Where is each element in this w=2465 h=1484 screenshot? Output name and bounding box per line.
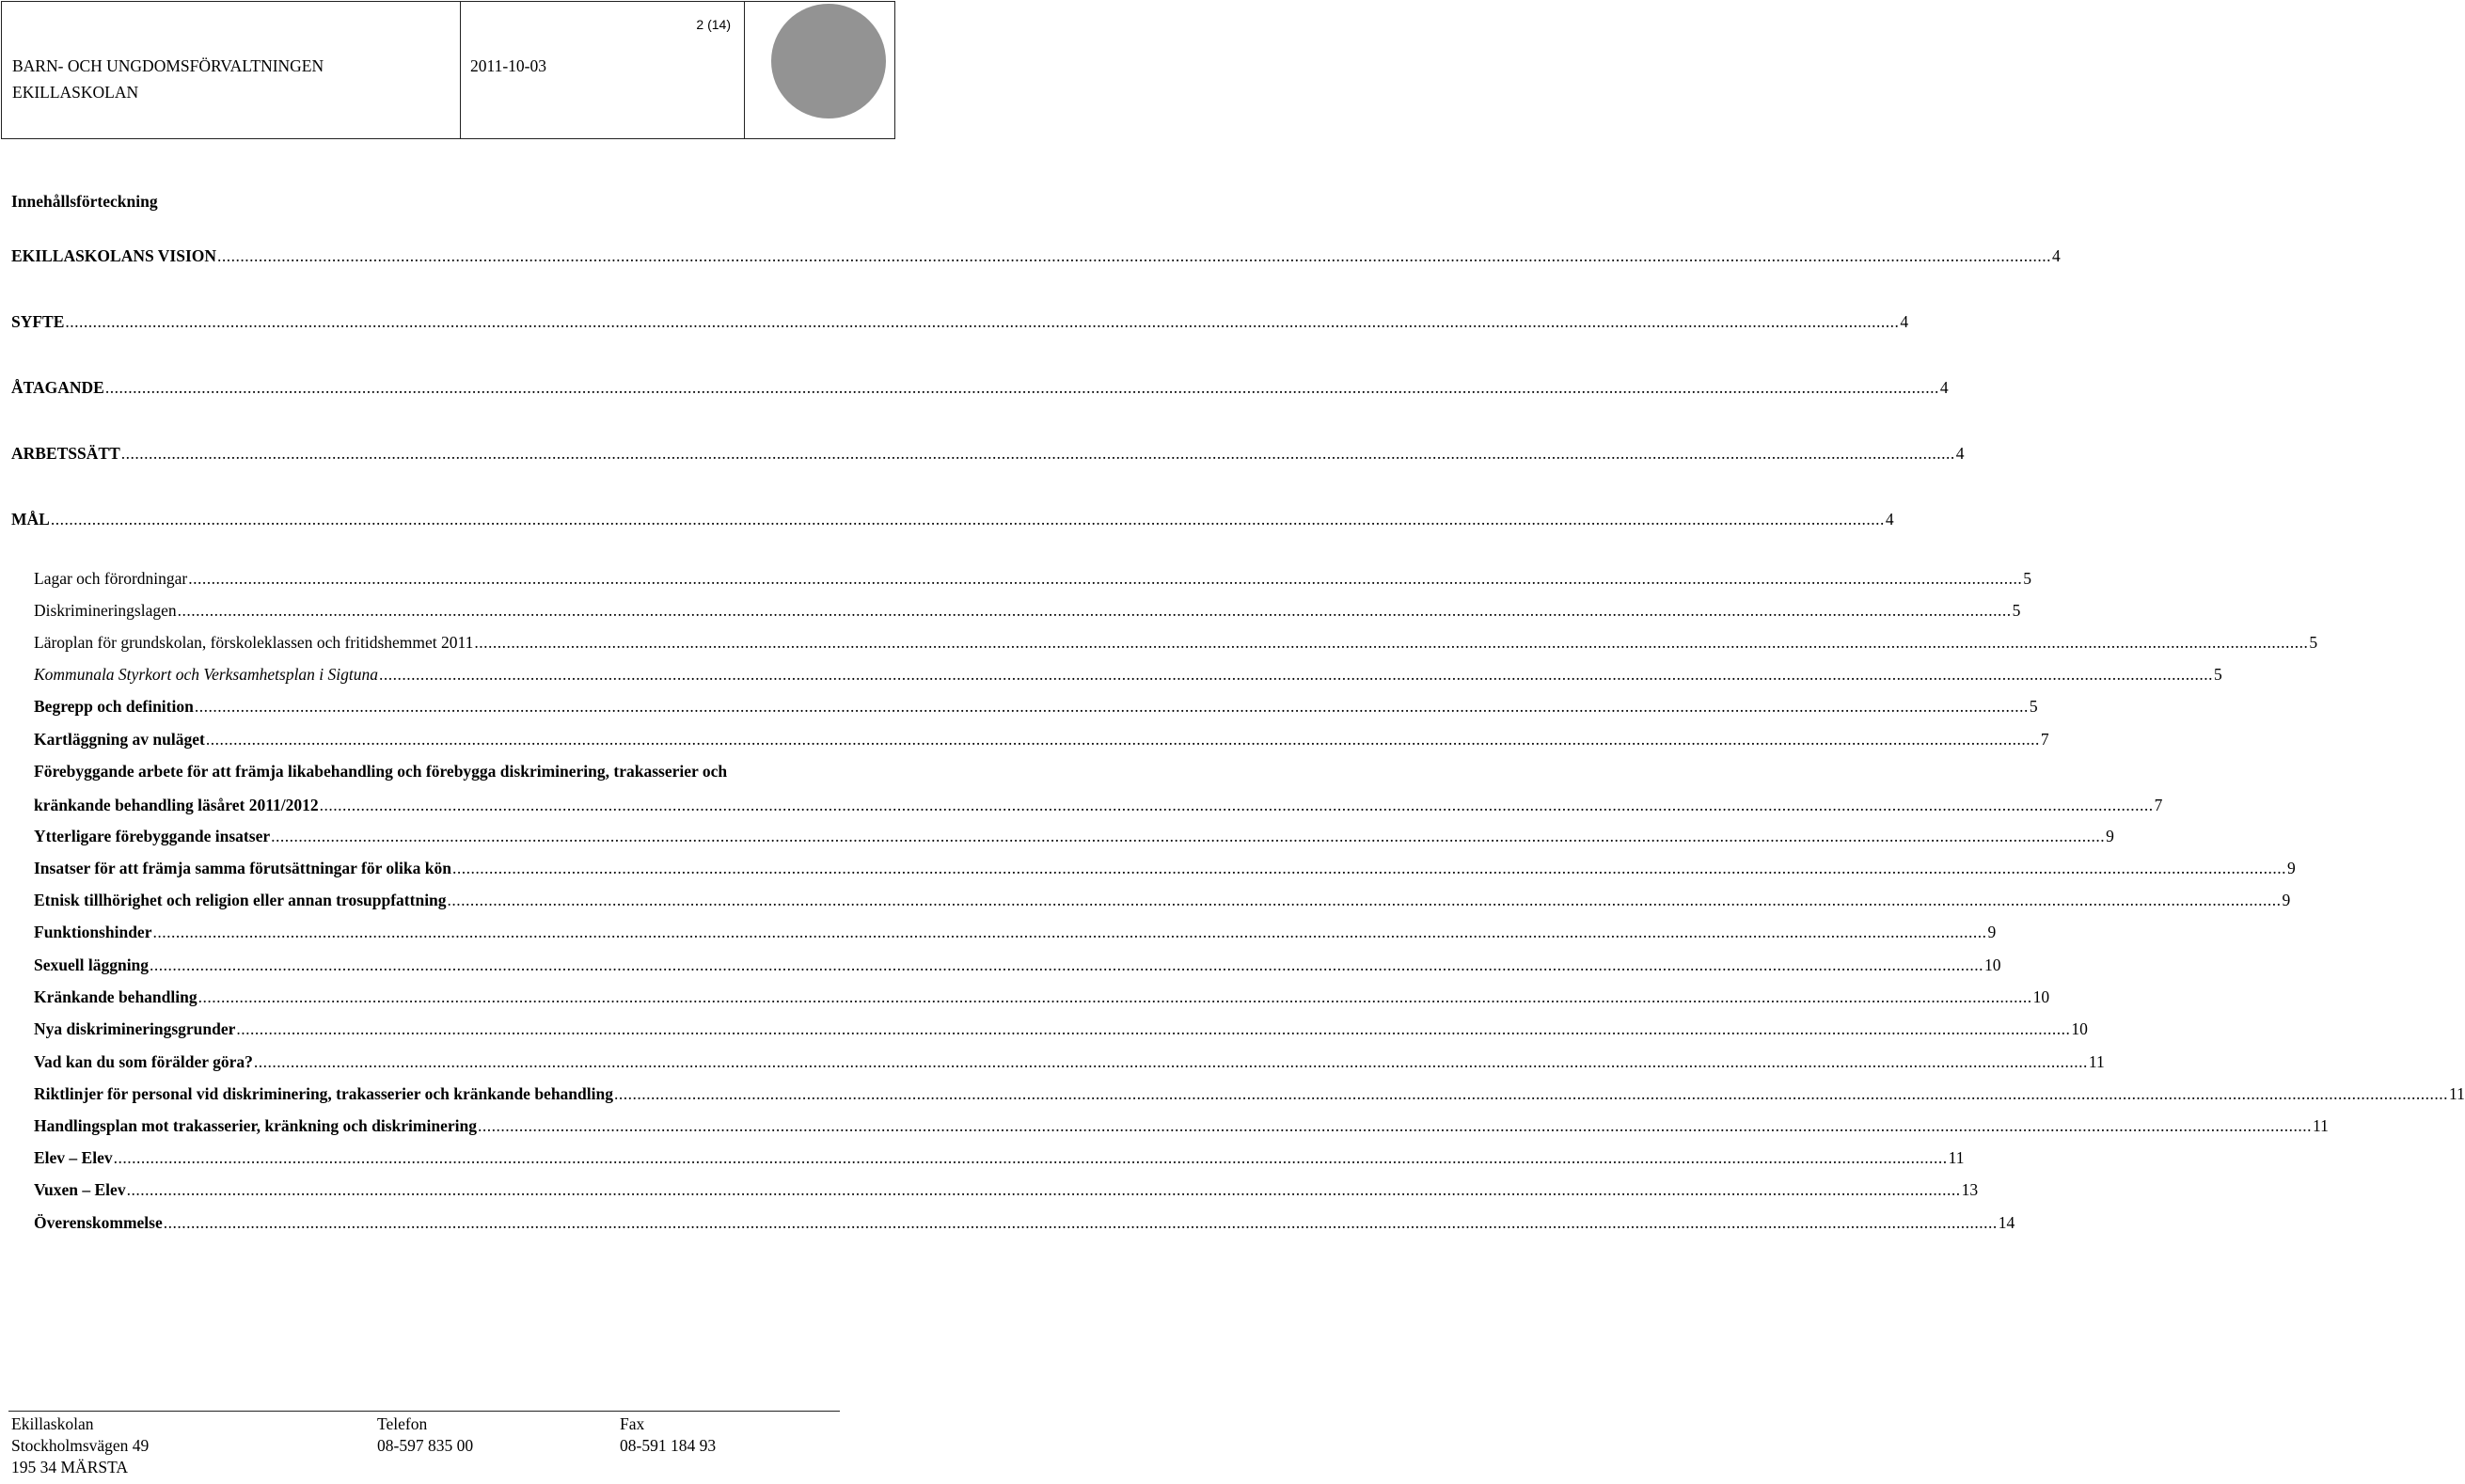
header-divider bbox=[744, 2, 745, 138]
toc-entry-title: ARBETSSÄTT bbox=[11, 444, 120, 463]
toc-entry-title: SYFTE bbox=[11, 312, 65, 331]
toc-entry-title: ÅTAGANDE bbox=[11, 378, 104, 397]
toc-subentry[interactable]: Vuxen – Elev ................................................................................................................................................................................................................................................................................................................................................................................................................ 13 bbox=[34, 1180, 1979, 1199]
toc-entry-page: 4 bbox=[1955, 444, 1965, 463]
toc-entry-title: Kommunala Styrkort och Verksamhetsplan i Sigtuna bbox=[34, 665, 379, 684]
toc-subentry[interactable]: Läroplan för grundskolan, förskoleklassen och fritidshemmet 2011 ................................................................................................................................................................................................................................................................................................................................................................................................................ 5 bbox=[34, 633, 2318, 652]
toc-entry-title: Handlingsplan mot trakasserier, kränkning och diskriminering bbox=[34, 1116, 477, 1135]
toc-subentry[interactable]: Riktlinjer för personal vid diskriminering, trakasserier och kränkande behandling ................................................................................................................................................................................................................................................................................................................................................................................................................ 11 bbox=[34, 1084, 2465, 1103]
toc-subentry[interactable]: Begrepp och definition ................................................................................................................................................................................................................................................................................................................................................................................................................ 5 bbox=[34, 697, 2038, 716]
header-divider bbox=[460, 2, 461, 138]
toc-entry-title: Funktionshinder bbox=[34, 923, 152, 941]
toc-entry-page: 7 bbox=[2040, 730, 2049, 749]
toc-entry-title: EKILLASKOLANS VISION bbox=[11, 246, 217, 265]
toc-entry-title: Ytterligare förebyggande insatser bbox=[34, 827, 271, 845]
toc-entry-page: 5 bbox=[2023, 569, 2032, 588]
footer-rule bbox=[8, 1411, 840, 1412]
footer-phone-label: Telefon bbox=[377, 1414, 428, 1433]
toc-subentry[interactable]: Vad kan du som förälder göra? ................................................................................................................................................................................................................................................................................................................................................................................................................ 11 bbox=[34, 1052, 2105, 1071]
toc-entry-title: Begrepp och definition bbox=[34, 697, 194, 716]
toc-entry-title: Nya diskrimineringsgrunder bbox=[34, 1019, 236, 1038]
toc-entry-page: 10 bbox=[2071, 1019, 2088, 1038]
toc-entry-page: 9 bbox=[1987, 923, 1997, 941]
toc-entry-page: 9 bbox=[2286, 859, 2296, 877]
toc-entry-page: 5 bbox=[2029, 697, 2038, 716]
toc-subentry[interactable]: Kartläggning av nuläget ................................................................................................................................................................................................................................................................................................................................................................................................................ 7 bbox=[34, 730, 2049, 749]
toc-subentry[interactable]: Diskrimineringslagen ................................................................................................................................................................................................................................................................................................................................................................................................................ 5 bbox=[34, 601, 2021, 620]
toc-subentry[interactable]: Kränkande behandling ................................................................................................................................................................................................................................................................................................................................................................................................................ 10 bbox=[34, 987, 2050, 1006]
toc-entry-page: 9 bbox=[2106, 827, 2114, 845]
toc-subentry[interactable] bbox=[34, 762, 2163, 815]
toc-entry-title: Kränkande behandling bbox=[34, 987, 198, 1006]
toc-subentry[interactable]: Sexuell läggning ................................................................................................................................................................................................................................................................................................................................................................................................................ 10 bbox=[34, 955, 2001, 974]
toc-entry-page: 4 bbox=[2052, 246, 2061, 265]
toc-heading: Innehållsförteckning bbox=[11, 192, 158, 211]
page-number: 2 (14) bbox=[696, 17, 731, 32]
toc-entry-continuation: kränkande behandling läsåret 2011/2012 ................................................................................................................................................................................................................................................................................................................................................................................................................ 7 bbox=[34, 796, 2163, 814]
toc-entry-title: Läroplan för grundskolan, förskoleklassen och fritidshemmet 2011 bbox=[34, 633, 474, 652]
toc-entry[interactable]: ÅTAGANDE ................................................................................................................................................................................................................................................................................................................................................................................................................ 4 bbox=[11, 378, 1949, 397]
document-date: 2011-10-03 bbox=[470, 56, 547, 75]
toc-entry-title: Överenskommelse bbox=[34, 1213, 163, 1232]
toc-entry-page: 5 bbox=[2309, 633, 2318, 652]
toc-subentry[interactable]: Elev – Elev ................................................................................................................................................................................................................................................................................................................................................................................................................ 11 bbox=[34, 1148, 1965, 1167]
footer-phone: 08-597 835 00 bbox=[377, 1436, 474, 1455]
toc-entry-title: Insatser för att främja samma förutsättningar för olika kön bbox=[34, 859, 451, 877]
footer-postal: 195 34 MÄRSTA bbox=[11, 1458, 129, 1476]
toc-entry[interactable]: ARBETSSÄTT ................................................................................................................................................................................................................................................................................................................................................................................................................ 4 bbox=[11, 444, 1965, 463]
toc-entry-title: Kartläggning av nuläget bbox=[34, 730, 205, 749]
toc-entry-page: 4 bbox=[1939, 378, 1949, 397]
toc-entry-page: 5 bbox=[2012, 601, 2021, 620]
footer-fax: 08-591 184 93 bbox=[620, 1436, 717, 1455]
toc-entry-page: 10 bbox=[1984, 955, 2001, 974]
toc-entry-page: 11 bbox=[2312, 1116, 2329, 1135]
toc-entry[interactable]: MÅL ................................................................................................................................................................................................................................................................................................................................................................................................................ 4 bbox=[11, 510, 1894, 529]
toc-entry-page: 11 bbox=[2088, 1052, 2105, 1071]
toc-subentry[interactable]: Handlingsplan mot trakasserier, kränkning och diskriminering ................................................................................................................................................................................................................................................................................................................................................................................................................ 11 bbox=[34, 1116, 2329, 1135]
toc-subentry[interactable]: Funktionshinder ................................................................................................................................................................................................................................................................................................................................................................................................................ 9 bbox=[34, 923, 1997, 941]
toc-entry-title: Elev – Elev bbox=[34, 1148, 113, 1167]
toc-entry-page: 13 bbox=[1961, 1180, 1979, 1199]
toc-subentry[interactable]: Insatser för att främja samma förutsättningar för olika kön ................................................................................................................................................................................................................................................................................................................................................................................................................ 9 bbox=[34, 859, 2296, 877]
toc-entry[interactable]: SYFTE ................................................................................................................................................................................................................................................................................................................................................................................................................ 4 bbox=[11, 312, 1909, 331]
toc-entry-title: Sexuell läggning bbox=[34, 955, 150, 974]
footer-street: Stockholmsvägen 49 bbox=[11, 1436, 150, 1455]
toc-entry-title: Vuxen – Elev bbox=[34, 1180, 126, 1199]
toc-entry[interactable]: EKILLASKOLANS VISION ................................................................................................................................................................................................................................................................................................................................................................................................................ 4 bbox=[11, 246, 2061, 265]
toc-entry-page: 4 bbox=[1885, 510, 1894, 529]
toc-entry-page: 11 bbox=[1948, 1148, 1965, 1167]
toc-subentry[interactable]: Lagar och förordningar ................................................................................................................................................................................................................................................................................................................................................................................................................ 5 bbox=[34, 569, 2032, 588]
toc-entry-page: 10 bbox=[2032, 987, 2050, 1006]
toc-entry-page: 14 bbox=[1998, 1213, 2015, 1232]
toc-entry-title: Vad kan du som förälder göra? bbox=[34, 1052, 253, 1071]
logo-circle bbox=[771, 4, 886, 118]
toc-entry-page: 4 bbox=[1900, 312, 1909, 331]
toc-entry-page: 7 bbox=[2154, 796, 2163, 814]
toc-entry-title: MÅL bbox=[11, 510, 50, 529]
toc-entry-title: Diskrimineringslagen bbox=[34, 601, 177, 620]
toc-subentry[interactable]: Etnisk tillhörighet och religion eller annan trosuppfattning ................................................................................................................................................................................................................................................................................................................................................................................................................ 9 bbox=[34, 891, 2291, 909]
toc-subentry[interactable]: Kommunala Styrkort och Verksamhetsplan i Sigtuna ................................................................................................................................................................................................................................................................................................................................................................................................................ 5 bbox=[34, 665, 2222, 684]
org-name: BARN- OCH UNGDOMSFÖRVALTNINGEN bbox=[12, 56, 324, 75]
toc-entry-title: Lagar och förordningar bbox=[34, 569, 188, 588]
footer-fax-label: Fax bbox=[620, 1414, 645, 1433]
toc-entry-page: 5 bbox=[2214, 665, 2222, 684]
toc-entry-page: 11 bbox=[2448, 1084, 2465, 1103]
toc-entry-title: Riktlinjer för personal vid diskriminering, trakasserier och kränkande behandling bbox=[34, 1084, 613, 1103]
footer-school: Ekillaskolan bbox=[11, 1414, 94, 1433]
toc-subentry[interactable]: Ytterligare förebyggande insatser ................................................................................................................................................................................................................................................................................................................................................................................................................ 9 bbox=[34, 827, 2114, 845]
toc-entry-title: Etnisk tillhörighet och religion eller annan trosuppfattning bbox=[34, 891, 447, 909]
toc-entry-title: Förebyggande arbete för att främja likabehandling och förebygga diskriminering, trakasserier och bbox=[34, 762, 728, 781]
letterhead bbox=[1, 1, 895, 139]
school-name: EKILLASKOLAN bbox=[12, 83, 139, 102]
toc-entry-title-cont: kränkande behandling läsåret 2011/2012 bbox=[34, 796, 319, 814]
toc-subentry[interactable]: Överenskommelse ................................................................................................................................................................................................................................................................................................................................................................................................................ 14 bbox=[34, 1213, 2015, 1232]
toc-entry-page: 9 bbox=[2282, 891, 2291, 909]
toc-subentry[interactable]: Nya diskrimineringsgrunder ................................................................................................................................................................................................................................................................................................................................................................................................................ 10 bbox=[34, 1019, 2088, 1038]
